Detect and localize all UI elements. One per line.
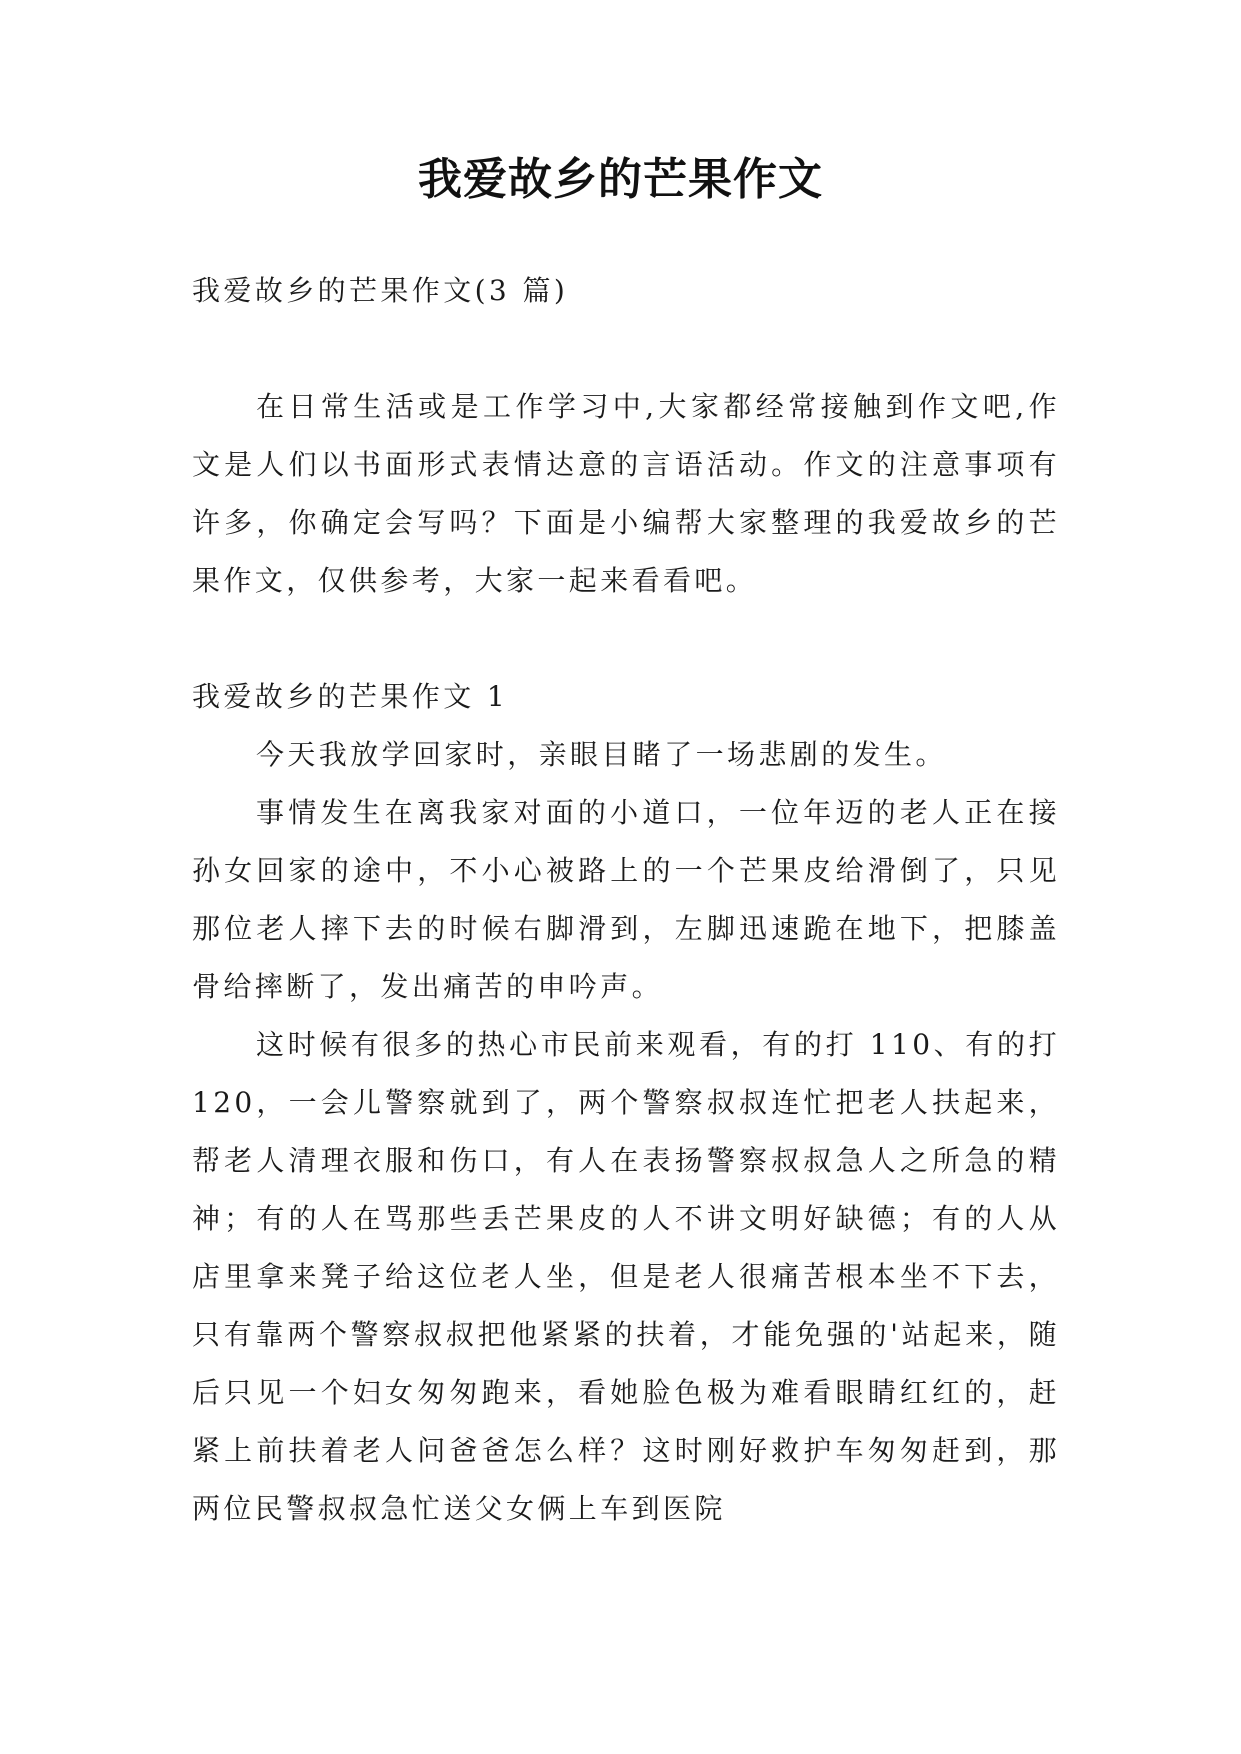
- section-heading: 我爱故乡的芒果作文 1: [192, 680, 509, 713]
- body-paragraph-2: 事情发生在离我家对面的小道口，一位年迈的老人正在接孙女回家的途中，不小心被路上的一个芒果皮给滑倒了，只见那位老人摔下去的时候右脚滑到，左脚迅速跪在地下，把膝盖骨给摔断了，发出痛苦的申吟声。: [192, 796, 1060, 1003]
- document-subtitle: 我爱故乡的芒果作文(3 篇): [192, 274, 569, 307]
- document-body: [192, 262, 1060, 1538]
- body-paragraph-1: 今天我放学回家时，亲眼目睹了一场悲剧的发生。: [256, 738, 947, 771]
- document-title: 我爱故乡的芒果作文: [418, 154, 823, 205]
- intro-paragraph: 在日常生活或是工作学习中,大家都经常接触到作文吧,作文是人们以书面形式表情达意的言语活动。作文的注意事项有许多，你确定会写吗？下面是小编帮大家整理的我爱故乡的芒果作文，仅供参考，大家一起来看看吧。: [192, 390, 1060, 597]
- body-paragraph-3: 这时候有很多的热心市民前来观看，有的打 110、有的打 120，一会儿警察就到了，两个警察叔叔连忙把老人扶起来，帮老人清理衣服和伤口，有人在表扬警察叔叔急人之所急的精神；有的人在骂那些丢芒果皮的人不讲文明好缺德；有的人从店里拿来凳子给这位老人坐，但是老人很痛苦根本坐不下去，只有靠两个警察叔叔把他紧紧的扶着，才能免强的'站起来，随后只见一个妇女匆匆跑来，看她脸色极为难看眼睛红红的，赶紧上前扶着老人问爸爸怎么样？这时刚好救护车匆匆赶到，那两位民警叔叔急忙送父女俩上车到医院: [192, 1028, 1060, 1525]
